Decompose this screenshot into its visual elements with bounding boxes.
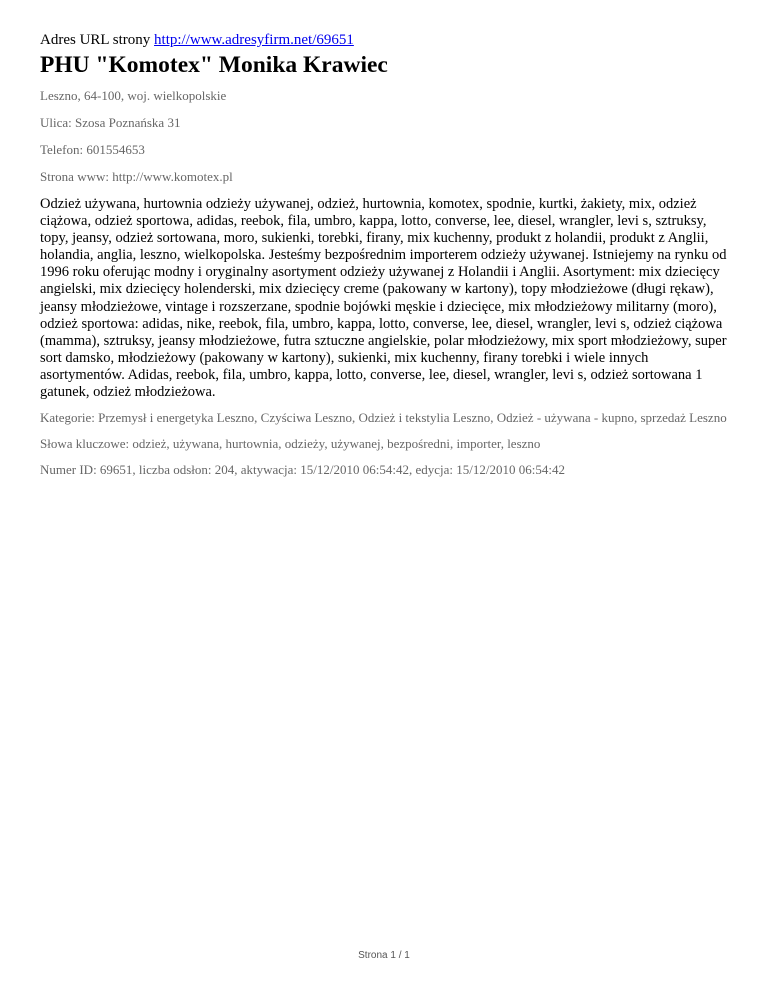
categories-line: Kategorie: Przemysł i energetyka Leszno, Czyściwa Leszno, Odzież i tekstylia Leszno, Odzież - używana - kupno, sprzedaż Leszno [40,410,727,426]
company-description: Odzież używana, hurtownia odzieży używanej, odzież, hurtownia, komotex, spodnie, kurtki, żakiety, mix, odzież ciążowa, odzież sportowa, adidas, reebok, fila, umbro, kappa, lotto, converse, lee, diesel, wrangler, levi s, sztruksy, topy, jeansy, odzież sortowana, moro, sukienki, torebki, firany, mix kuchenny, produkt z holandii, produkt z Anglii, holandia, anglia, leszno, wielkopolska. Jesteśmy bezpośrednim importerem odzieży używanej. Istniejemy na rynku od 1996 roku oferując modny i oryginalny asortyment odzieży używanej z Holandii i Anglii. Asortyment: mix dziecięcy angielski, mix dziecięcy holenderski, mix dziecięcy creme (pakowany w kartony), topy młodzieżowe (długi rękaw), jeansy młodzieżowe, vintage i rozszerzane, spodnie bojówki męskie i dziecięce, mix młodzieżowy militarny (moro), odzież sportowa: adidas, nike, reebok, fila, umbro, kappa, lotto, converse, lee, diesel, wrangler, levi s, odzież ciążowa (mamma), sztruksy, jeansy młodzieżowe, futra sztuczne angielskie, polar młodzieżowy, mix sport młodzieżowy, super sort damsko, młodzieżowy (pakowany w kartony), sukienki, mix kuchenny, firany torebki i wiele innych asortymentów. Adidas, reebok, fila, umbro, kappa, lotto, converse, lee, diesel, wrangler, levi s, odzież sortowana 1 gatunek, odzież młodzieżowa. [40,196,727,401]
street-line: Ulica: Szosa Poznańska 31 [40,115,181,130]
company-name: PHU "Komotex" Monika Krawiec [40,52,388,78]
url-link[interactable]: http://www.adresyfirm.net/69651 [154,32,354,48]
document-page [40,31,730,488]
website-line: Strona www: http://www.komotex.pl [40,169,233,184]
address-line: Leszno, 64-100, woj. wielkopolskie [40,88,227,103]
page-footer: Strona 1 / 1 [358,950,410,961]
url-line [40,31,730,49]
phone-line: Telefon: 601554653 [40,142,145,157]
url-label: Adres URL strony [40,32,151,48]
keywords-line: Słowa kluczowe: odzież, używana, hurtownia, odzieży, używanej, bezpośredni, importer, leszno [40,436,541,452]
record-info-line: Numer ID: 69651, liczba odsłon: 204, aktywacja: 15/12/2010 06:54:42, edycja: 15/12/2010 06:54:42 [40,462,565,478]
